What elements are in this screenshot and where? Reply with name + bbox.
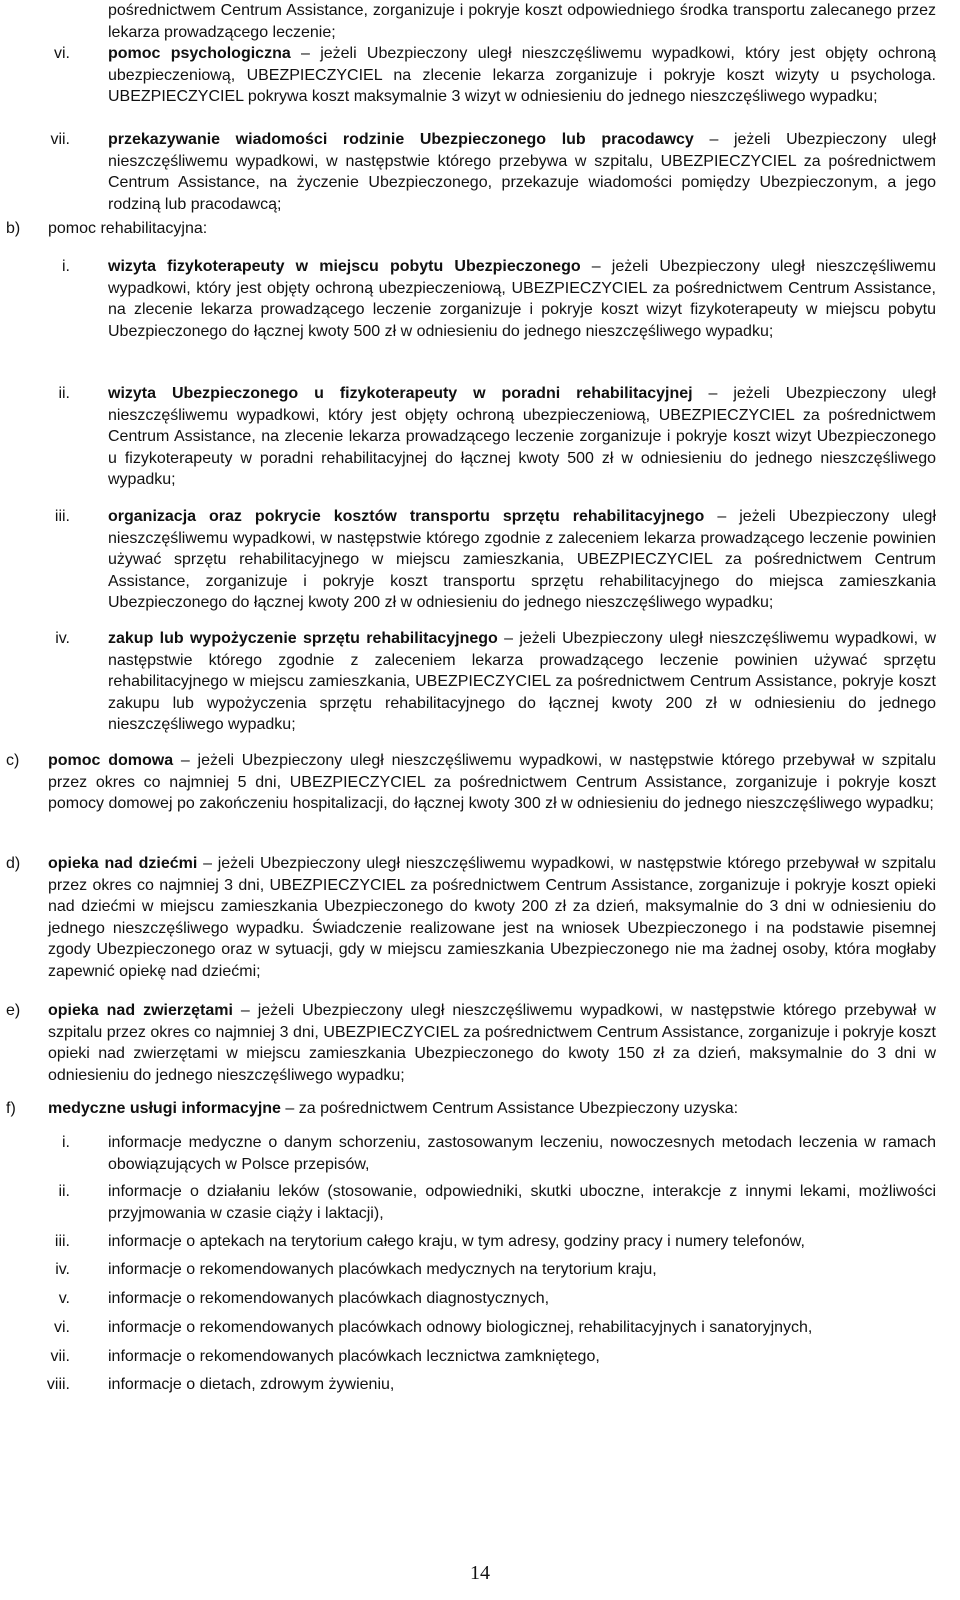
item-title: opieka nad dziećmi (48, 855, 198, 872)
list-marker: viii. (46, 1376, 70, 1393)
item-text: – jeżeli Ubezpieczony uległ nieszczęśliwemu wypadkowi, który jest objęty ochroną ubezpieczeniową, UBEZPIECZYCIEL za pośrednictwem Centrum Assistance, na zlecenie lekarza prowadzącego leczenie zorganizuje i pokryje koszt wizyt fizykoterapeuty w miejscu pobytu Ubezpieczonego do łącznej kwoty 500 zł w odniesieniu do jednego nieszczęśliwego wypadku; (108, 258, 936, 340)
item-title: pomoc domowa (48, 752, 174, 769)
list-item-info: informacje o działaniu leków (stosowanie, odpowiedniki, skutki uboczne, interakcje z innymi lekami, możliwości przyjmowania w czasie ciąży i laktacji), (108, 1183, 936, 1222)
list-marker: vi. (54, 1319, 70, 1336)
item-text: – jeżeli Ubezpieczony uległ nieszczęśliwemu wypadkowi, w następstwie którego przebywał w szpitalu przez okres co najmniej 3 dni, UBEZPIECZYCIEL za pośrednictwem Centrum Assistance, zorganizuje i pokryje koszt opieki nad dziećmi w miejscu zamieszkania Ubezpieczonego do kwoty 200 zł za dzień, maksymalnie do 3 dni w odniesieniu do jednego nieszczęśliwego wypadku. Świadczenie realizowane jest na wniosek Ubezpieczonego i na podstawie pisemnej zgody Ubezpieczonego oraz w sytuacji, gdy w miejscu zamieszkania Ubezpieczonego nie ma żadnej osoby, która mogłaby zapewnić opiekę nad dziećmi; (48, 855, 936, 980)
item-title: organizacja oraz pokrycie kosztów transportu sprzętu rehabilitacyjnego (108, 508, 705, 525)
item-title: opieka nad zwierzętami (48, 1002, 233, 1019)
item-title: medyczne usługi informacyjne (48, 1100, 281, 1117)
list-marker: vii. (50, 1348, 70, 1365)
list-item-info: informacje medyczne o danym schorzeniu, zastosowanym leczeniu, nowoczesnych metodach leczenia w ramach obowiązujących w Polsce przepisów, (108, 1134, 936, 1173)
item-text: – jeżeli Ubezpieczony uległ nieszczęśliwemu wypadkowi, w następstwie którego przebywa w szpitalu, UBEZPIECZYCIEL za pośrednictwem Centrum Assistance, na życzenie Ubezpieczonego, przekazuje wiadomości pomiędzy Ubezpieczonym, a jego rodziną lub pracodawcą; (108, 131, 937, 213)
section-childcare (48, 853, 936, 982)
list-item-equipment-purchase (108, 628, 936, 736)
item-text: – jeżeli Ubezpieczony uległ nieszczęśliwemu wypadkowi, w następstwie którego przebywał w szpitalu przez okres co najmniej 5 dni, UBEZPIECZYCIEL za pośrednictwem Centrum Assistance, zorganizuje i pokryje koszt pomocy domowej po zakończeniu hospitalizacji, do łącznej kwoty 300 zł w odniesieniu do jednego nieszczęśliwego wypadku; (48, 752, 937, 812)
section-home-help (48, 750, 936, 815)
item-text: – jeżeli Ubezpieczony uległ nieszczęśliwemu wypadkowi, w następstwie którego zgodnie z zaleceniem lekarza prowadzącego leczenie powinien używać sprzętu rehabilitacyjnego w miejscu zamieszkania, UBEZPIECZYCIEL za pośrednictwem Centrum Assistance, pokryje koszt zakupu lub wypożyczenia sprzętu rehabilitacyjnego do łącznej kwoty 200 zł w odniesieniu do jednego nieszczęśliwego wypadku; (108, 630, 937, 733)
list-item-equipment-transport (108, 506, 936, 614)
section-marker: e) (6, 1002, 21, 1019)
list-item-clinic-visit (108, 383, 936, 491)
list-marker: iii. (54, 1233, 70, 1250)
list-item-info: informacje o aptekach na terytorium całego kraju, w tym adresy, godziny pracy i numery telefonów, (108, 1233, 805, 1250)
list-item-info: informacje o rekomendowanych placówkach medycznych na terytorium kraju, (108, 1261, 657, 1278)
list-marker: i. (62, 258, 70, 275)
item-text: – jeżeli Ubezpieczony uległ nieszczęśliwemu wypadkowi, w następstwie którego zgodnie z zaleceniem lekarza prowadzącego leczenie powinien używać sprzętu rehabilitacyjnego w miejscu zamieszkania, UBEZPIECZYCIEL za pośrednictwem Centrum Assistance, zorganizuje i pokryje koszt transportu sprzętu rehabilitacyjnego do miejsca zamieszkania Ubezpieczonego do łącznej kwoty 200 zł w odniesieniu do jednego nieszczęśliwego wypadku; (108, 508, 936, 611)
list-marker: iv. (55, 1261, 70, 1278)
list-item-info: informacje o rekomendowanych placówkach lecznictwa zamkniętego, (108, 1348, 600, 1365)
item-text: – za pośrednictwem Centrum Assistance Ubezpieczony uzyska: (280, 1100, 739, 1117)
list-marker: iii. (54, 508, 70, 525)
section-marker: d) (6, 855, 21, 872)
item-title: pomoc psychologiczna (108, 45, 291, 62)
section-pet-care (48, 1000, 936, 1086)
item-title: zakup lub wypożyczenie sprzętu rehabilitacyjnego (108, 630, 498, 647)
list-item-info: informacje o rekomendowanych placówkach odnowy biologicznej, rehabilitacyjnych i sanatoryjnych, (108, 1319, 813, 1336)
list-item-family-notification (108, 129, 936, 215)
item-title: wizyta Ubezpieczonego u fizykoterapeuty w poradni rehabilitacyjnej (108, 385, 693, 402)
continuation-paragraph: pośrednictwem Centrum Assistance, zorganizuje i pokryje koszt odpowiedniego środka transportu zalecanego przez lekarza prowadzącego leczenie; (108, 2, 936, 41)
section-marker: f) (6, 1100, 16, 1117)
list-item-info: informacje o rekomendowanych placówkach diagnostycznych, (108, 1290, 550, 1307)
list-marker: ii. (58, 1183, 70, 1200)
item-title: wizyta fizykoterapeuty w miejscu pobytu Ubezpieczonego (108, 258, 581, 275)
section-marker: b) (6, 220, 21, 237)
section-marker: c) (6, 752, 20, 769)
list-marker: vii. (50, 131, 70, 148)
page-number: 14 (470, 1562, 490, 1584)
section-medical-information (48, 1098, 936, 1120)
section-heading-rehabilitation: pomoc rehabilitacyjna: (48, 220, 208, 237)
list-marker: ii. (58, 385, 70, 402)
list-marker: i. (62, 1134, 70, 1151)
list-item-physiotherapist-visit (108, 256, 936, 342)
item-text: – jeżeli Ubezpieczony uległ nieszczęśliwemu wypadkowi, który jest objęty ochroną ubezpieczeniową, UBEZPIECZYCIEL na zlecenie lekarza zorganizuje i pokryje koszt wizyty u psychologa. UBEZPIECZYCIEL pokrywa koszt maksymalnie 3 wizyt w odniesieniu do jednego nieszczęśliwego wypadku; (108, 45, 936, 105)
list-marker: iv. (55, 630, 70, 647)
list-item-info: informacje o dietach, zdrowym żywieniu, (108, 1376, 395, 1393)
item-text: – jeżeli Ubezpieczony uległ nieszczęśliwemu wypadkowi, który jest objęty ochroną ubezpieczeniową, UBEZPIECZYCIEL za pośrednictwem Centrum Assistance, na zlecenie lekarza prowadzącego leczenie zorganizuje i pokryje koszt wizyt Ubezpieczonego u fizykoterapeuty w poradni rehabilitacyjnej do łącznej kwoty 500 zł w odniesieniu do jednego nieszczęśliwego wypadku; (108, 385, 936, 488)
list-marker: v. (58, 1290, 70, 1307)
list-item-psychological-help (108, 43, 936, 108)
list-marker: vi. (54, 45, 70, 62)
item-title: przekazywanie wiadomości rodzinie Ubezpieczonego lub pracodawcy (108, 131, 694, 148)
item-text: – jeżeli Ubezpieczony uległ nieszczęśliwemu wypadkowi, w następstwie którego przebywał w szpitalu przez okres co najmniej 3 dni, UBEZPIECZYCIEL za pośrednictwem Centrum Assistance, zorganizuje i pokryje koszt opieki nad zwierzętami w miejscu zamieszkania Ubezpieczonego do kwoty 150 zł za dzień, maksymalnie do 3 dni w odniesieniu do jednego nieszczęśliwego wypadku; (48, 1002, 936, 1084)
